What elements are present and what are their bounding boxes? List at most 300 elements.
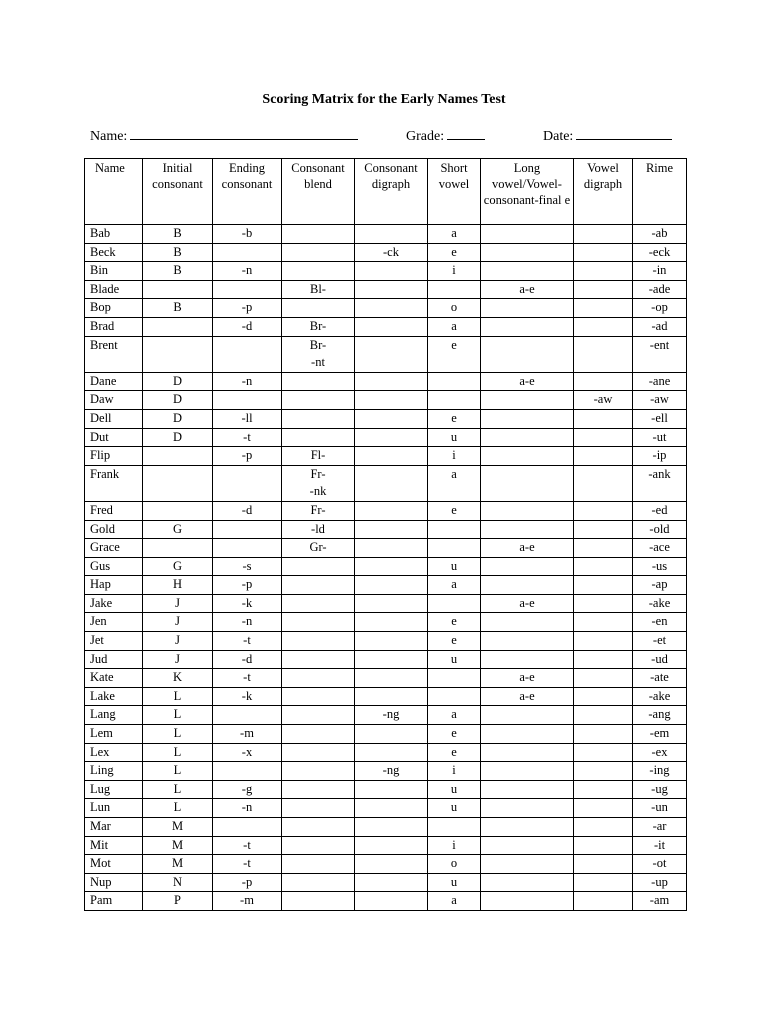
table-cell: [282, 669, 355, 688]
table-cell: [355, 873, 428, 892]
table-cell: [355, 465, 428, 501]
table-cell: -ade: [633, 280, 687, 299]
table-cell: M: [143, 836, 213, 855]
row-name-cell: Bop: [85, 299, 143, 318]
table-cell: [428, 539, 481, 558]
table-cell: [574, 743, 633, 762]
table-cell: -n: [213, 372, 282, 391]
table-cell: [143, 501, 213, 520]
table-cell: [355, 336, 428, 372]
table-cell: [481, 557, 574, 576]
table-cell: [574, 262, 633, 281]
table-cell: [481, 799, 574, 818]
table-row: [85, 520, 687, 539]
table-cell: -aw: [574, 391, 633, 410]
table-cell: [481, 873, 574, 892]
table-cell: [428, 372, 481, 391]
table-cell: [481, 576, 574, 595]
table-cell: -n: [213, 262, 282, 281]
table-row: [85, 836, 687, 855]
table-cell: -us: [633, 557, 687, 576]
name-blank[interactable]: [130, 126, 358, 140]
row-name-cell: Jet: [85, 632, 143, 651]
table-row: [85, 391, 687, 410]
table-cell: [481, 409, 574, 428]
table-cell: -ld: [282, 520, 355, 539]
table-cell: u: [428, 428, 481, 447]
table-cell: [355, 576, 428, 595]
table-cell: a-e: [481, 280, 574, 299]
table-cell: -ng: [355, 762, 428, 781]
table-cell: -it: [633, 836, 687, 855]
table-cell: i: [428, 447, 481, 466]
table-cell: D: [143, 372, 213, 391]
table-cell: [481, 465, 574, 501]
table-cell: [428, 687, 481, 706]
table-cell: e: [428, 501, 481, 520]
table-cell: -em: [633, 725, 687, 744]
table-cell: [481, 336, 574, 372]
table-cell: [574, 372, 633, 391]
table-cell: [355, 650, 428, 669]
table-cell: a: [428, 225, 481, 244]
table-cell: [481, 743, 574, 762]
table-cell: [282, 818, 355, 837]
table-cell: [481, 447, 574, 466]
table-cell: M: [143, 855, 213, 874]
row-name-cell: Lem: [85, 725, 143, 744]
table-cell: J: [143, 650, 213, 669]
table-cell: Fl-: [282, 447, 355, 466]
table-row: [85, 557, 687, 576]
table-cell: -p: [213, 873, 282, 892]
table-cell: [282, 799, 355, 818]
row-name-cell: Frank: [85, 465, 143, 501]
table-cell: -ang: [633, 706, 687, 725]
table-cell: [574, 650, 633, 669]
header-row: [85, 159, 687, 225]
table-cell: -ar: [633, 818, 687, 837]
table-cell: -old: [633, 520, 687, 539]
table-cell: B: [143, 299, 213, 318]
table-row: [85, 280, 687, 299]
table-cell: [574, 873, 633, 892]
table-cell: [282, 780, 355, 799]
row-name-cell: Blade: [85, 280, 143, 299]
table-cell: [213, 706, 282, 725]
table-cell: [574, 409, 633, 428]
table-cell: [355, 520, 428, 539]
table-cell: a: [428, 465, 481, 501]
table-cell: [355, 501, 428, 520]
table-cell: L: [143, 799, 213, 818]
table-body: [85, 225, 687, 911]
table-cell: J: [143, 613, 213, 632]
table-cell: [355, 372, 428, 391]
row-name-cell: Dut: [85, 428, 143, 447]
table-row: [85, 262, 687, 281]
table-row: [85, 576, 687, 595]
table-cell: u: [428, 650, 481, 669]
table-cell: B: [143, 262, 213, 281]
column-header: Initial consonant: [143, 159, 213, 225]
table-cell: u: [428, 557, 481, 576]
table-cell: [355, 594, 428, 613]
table-cell: [282, 391, 355, 410]
table-cell: [355, 317, 428, 336]
row-name-cell: Flip: [85, 447, 143, 466]
table-row: [85, 799, 687, 818]
table-cell: -m: [213, 725, 282, 744]
table-cell: [282, 892, 355, 911]
name-field[interactable]: [90, 126, 358, 145]
table-cell: -ell: [633, 409, 687, 428]
table-row: [85, 780, 687, 799]
table-cell: -ent: [633, 336, 687, 372]
table-cell: [481, 650, 574, 669]
table-cell: -g: [213, 780, 282, 799]
table-cell: [282, 299, 355, 318]
table-row: [85, 539, 687, 558]
table-cell: B: [143, 225, 213, 244]
table-cell: -n: [213, 799, 282, 818]
table-cell: L: [143, 706, 213, 725]
table-cell: [282, 225, 355, 244]
table-cell: o: [428, 855, 481, 874]
row-name-cell: Bin: [85, 262, 143, 281]
table-cell: [355, 632, 428, 651]
row-name-cell: Beck: [85, 243, 143, 262]
table-cell: [574, 594, 633, 613]
row-name-cell: Mot: [85, 855, 143, 874]
table-cell: -aw: [633, 391, 687, 410]
table-cell: -ck: [355, 243, 428, 262]
table-cell: [355, 428, 428, 447]
table-row: [85, 594, 687, 613]
table-cell: [481, 836, 574, 855]
table-cell: [355, 225, 428, 244]
table-cell: [355, 391, 428, 410]
table-cell: D: [143, 409, 213, 428]
date-label: Date:: [543, 129, 574, 144]
table-cell: [213, 539, 282, 558]
table-row: [85, 299, 687, 318]
table-cell: [481, 818, 574, 837]
table-cell: -ad: [633, 317, 687, 336]
grade-blank[interactable]: [447, 126, 485, 140]
table-cell: [481, 892, 574, 911]
row-name-cell: Dell: [85, 409, 143, 428]
table-cell: [574, 799, 633, 818]
table-cell: -in: [633, 262, 687, 281]
table-cell: [574, 892, 633, 911]
row-name-cell: Lake: [85, 687, 143, 706]
table-row: [85, 687, 687, 706]
table-row: [85, 317, 687, 336]
table-cell: [481, 780, 574, 799]
table-cell: -ex: [633, 743, 687, 762]
scoring-matrix-table: [84, 158, 687, 911]
table-cell: a: [428, 892, 481, 911]
table-cell: [574, 836, 633, 855]
column-header: Long vowel/Vowel-consonant-final e: [481, 159, 574, 225]
date-blank[interactable]: [576, 126, 672, 140]
table-cell: e: [428, 743, 481, 762]
table-cell: [143, 465, 213, 501]
table-cell: -ake: [633, 687, 687, 706]
table-cell: [574, 520, 633, 539]
table-cell: [574, 706, 633, 725]
table-cell: [282, 855, 355, 874]
table-cell: [355, 262, 428, 281]
table-cell: [428, 594, 481, 613]
table-cell: [574, 465, 633, 501]
row-name-cell: Dane: [85, 372, 143, 391]
table-cell: [282, 372, 355, 391]
grade-field[interactable]: [406, 126, 485, 145]
table-cell: [282, 262, 355, 281]
table-cell: i: [428, 762, 481, 781]
column-header: Vowel digraph: [574, 159, 633, 225]
table-cell: -k: [213, 687, 282, 706]
table-cell: Fr- -nk: [282, 465, 355, 501]
table-cell: [481, 243, 574, 262]
table-cell: -ut: [633, 428, 687, 447]
table-cell: [355, 669, 428, 688]
table-cell: e: [428, 336, 481, 372]
table-cell: [282, 873, 355, 892]
table-cell: [355, 743, 428, 762]
table-cell: [481, 501, 574, 520]
table-cell: -ace: [633, 539, 687, 558]
table-cell: i: [428, 262, 481, 281]
table-cell: [574, 501, 633, 520]
row-name-cell: Grace: [85, 539, 143, 558]
table-row: [85, 447, 687, 466]
table-cell: u: [428, 780, 481, 799]
row-name-cell: Kate: [85, 669, 143, 688]
table-cell: [213, 520, 282, 539]
table-cell: [355, 299, 428, 318]
date-field[interactable]: [543, 126, 672, 145]
row-name-cell: Lun: [85, 799, 143, 818]
table-cell: -ud: [633, 650, 687, 669]
table-cell: -ed: [633, 501, 687, 520]
table-cell: [355, 818, 428, 837]
table-cell: -ot: [633, 855, 687, 874]
table-cell: -op: [633, 299, 687, 318]
table-cell: -p: [213, 576, 282, 595]
table-cell: [282, 632, 355, 651]
page-title: Scoring Matrix for the Early Names Test: [262, 92, 506, 107]
table-cell: [355, 836, 428, 855]
table-cell: [428, 280, 481, 299]
table-cell: J: [143, 594, 213, 613]
table-cell: L: [143, 743, 213, 762]
table-cell: P: [143, 892, 213, 911]
table-cell: [143, 280, 213, 299]
column-header: Consonant digraph: [355, 159, 428, 225]
table-row: [85, 818, 687, 837]
table-cell: [213, 280, 282, 299]
table-row: [85, 465, 687, 501]
table-cell: -t: [213, 855, 282, 874]
table-cell: G: [143, 557, 213, 576]
table-cell: [574, 818, 633, 837]
table-cell: [481, 632, 574, 651]
table-cell: a: [428, 706, 481, 725]
table-cell: M: [143, 818, 213, 837]
table-row: [85, 501, 687, 520]
table-cell: a-e: [481, 687, 574, 706]
table-cell: D: [143, 428, 213, 447]
table-cell: [574, 243, 633, 262]
table-cell: [481, 317, 574, 336]
table-cell: -t: [213, 669, 282, 688]
row-name-cell: Lug: [85, 780, 143, 799]
table-cell: -am: [633, 892, 687, 911]
table-cell: [282, 762, 355, 781]
table-cell: [282, 243, 355, 262]
table-row: [85, 855, 687, 874]
name-label: Name:: [90, 129, 128, 144]
table-cell: [574, 687, 633, 706]
table-cell: -ug: [633, 780, 687, 799]
table-row: [85, 225, 687, 244]
table-cell: L: [143, 725, 213, 744]
table-cell: [355, 855, 428, 874]
table-cell: -t: [213, 836, 282, 855]
table-cell: -en: [633, 613, 687, 632]
row-name-cell: Nup: [85, 873, 143, 892]
row-name-cell: Mar: [85, 818, 143, 837]
table-cell: [355, 780, 428, 799]
table-cell: e: [428, 632, 481, 651]
row-name-cell: Jen: [85, 613, 143, 632]
column-header: Ending consonant: [213, 159, 282, 225]
table-cell: [213, 762, 282, 781]
table-cell: -d: [213, 650, 282, 669]
table-cell: [355, 892, 428, 911]
table-cell: L: [143, 687, 213, 706]
table-cell: -t: [213, 428, 282, 447]
table-cell: [481, 613, 574, 632]
table-row: [85, 613, 687, 632]
grade-label: Grade:: [406, 129, 445, 144]
table-cell: [282, 557, 355, 576]
table-cell: [282, 594, 355, 613]
table-cell: [574, 576, 633, 595]
table-row: [85, 632, 687, 651]
table-row: [85, 243, 687, 262]
row-name-cell: Gold: [85, 520, 143, 539]
table-cell: i: [428, 836, 481, 855]
row-name-cell: Brent: [85, 336, 143, 372]
row-name-cell: Lex: [85, 743, 143, 762]
table-cell: Br-: [282, 317, 355, 336]
table-cell: -d: [213, 501, 282, 520]
table-cell: [481, 855, 574, 874]
table-cell: -up: [633, 873, 687, 892]
table-cell: -un: [633, 799, 687, 818]
table-cell: a-e: [481, 372, 574, 391]
column-header: Short vowel: [428, 159, 481, 225]
table-cell: [355, 409, 428, 428]
table-row: [85, 650, 687, 669]
table-cell: e: [428, 409, 481, 428]
table-cell: [213, 465, 282, 501]
table-cell: G: [143, 520, 213, 539]
table-cell: [213, 818, 282, 837]
table-row: [85, 336, 687, 372]
table-cell: [574, 299, 633, 318]
table-row: [85, 669, 687, 688]
table-cell: [355, 280, 428, 299]
table-cell: o: [428, 299, 481, 318]
table-cell: [481, 262, 574, 281]
row-name-cell: Jud: [85, 650, 143, 669]
table-cell: K: [143, 669, 213, 688]
table-cell: -t: [213, 632, 282, 651]
table-cell: [213, 243, 282, 262]
table-cell: [574, 632, 633, 651]
table-cell: -s: [213, 557, 282, 576]
table-cell: Fr-: [282, 501, 355, 520]
table-cell: [428, 669, 481, 688]
table-cell: [282, 706, 355, 725]
table-cell: -p: [213, 447, 282, 466]
table-cell: [481, 706, 574, 725]
table-cell: [574, 317, 633, 336]
table-cell: -ank: [633, 465, 687, 501]
table-cell: a: [428, 576, 481, 595]
table-cell: Br- -nt: [282, 336, 355, 372]
table-cell: e: [428, 243, 481, 262]
column-header: Name: [85, 159, 143, 225]
table-cell: [355, 799, 428, 818]
table-row: [85, 892, 687, 911]
table-cell: B: [143, 243, 213, 262]
table-row: [85, 428, 687, 447]
row-name-cell: Gus: [85, 557, 143, 576]
table-row: [85, 372, 687, 391]
table-cell: D: [143, 391, 213, 410]
table-cell: H: [143, 576, 213, 595]
table-cell: -k: [213, 594, 282, 613]
table-cell: -p: [213, 299, 282, 318]
table-cell: [428, 818, 481, 837]
table-cell: L: [143, 762, 213, 781]
table-cell: [355, 613, 428, 632]
table-cell: Bl-: [282, 280, 355, 299]
table-cell: -ing: [633, 762, 687, 781]
table-cell: [282, 576, 355, 595]
table-cell: [355, 687, 428, 706]
table-cell: [574, 447, 633, 466]
table-cell: -ake: [633, 594, 687, 613]
table-cell: -m: [213, 892, 282, 911]
table-cell: -ab: [633, 225, 687, 244]
table-cell: -ip: [633, 447, 687, 466]
table-cell: e: [428, 725, 481, 744]
row-name-cell: Brad: [85, 317, 143, 336]
table-cell: L: [143, 780, 213, 799]
table-cell: e: [428, 613, 481, 632]
table-cell: a-e: [481, 539, 574, 558]
table-cell: -eck: [633, 243, 687, 262]
table-cell: -ate: [633, 669, 687, 688]
table-cell: [282, 409, 355, 428]
